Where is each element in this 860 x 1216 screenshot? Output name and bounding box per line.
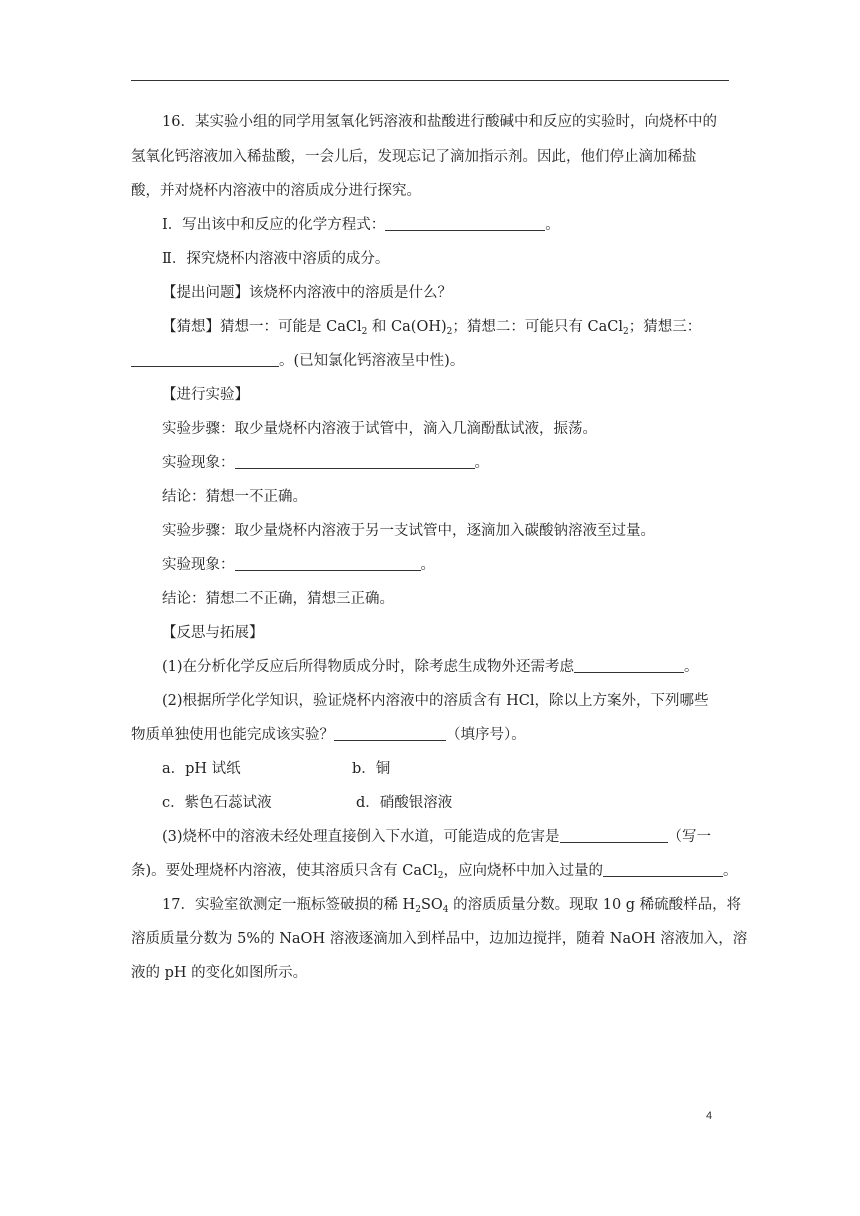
- option-d: d．硝酸银溶液: [356, 795, 453, 811]
- r3b-text: 条)。要处理烧杯内溶液，使其溶质只含有 CaCl: [131, 863, 438, 879]
- reflection-1: [162, 657, 699, 677]
- guess-text-d: ；猜想三：: [628, 319, 702, 335]
- r3-hazard-blank[interactable]: [560, 829, 668, 843]
- conclusion1: 结论：猜想一不正确。: [162, 489, 307, 505]
- r3-end: （写一: [667, 829, 712, 845]
- equation-blank[interactable]: [385, 217, 545, 231]
- option-c: c．紫色石蕊试液: [162, 795, 272, 811]
- page-number: 4: [706, 1110, 713, 1122]
- q16-guess-line-2: [131, 351, 464, 371]
- guess-text-a: 【猜想】猜想一：可能是 CaCl: [162, 319, 362, 335]
- experiment-heading: 【进行实验】: [162, 387, 249, 403]
- q16-intro-line-2: 氢氧化钙溶液加入稀盐酸，一会儿后，发现忘记了滴加指示剂。因此，他们停止滴加稀盐: [131, 149, 697, 165]
- reflection-heading: 【反思与拓展】: [162, 625, 264, 641]
- guess-text-b: 和 Ca(OH): [367, 319, 447, 335]
- r2-text: 物质单独使用也能完成该实验？: [131, 727, 334, 743]
- phenomenon2: [162, 555, 435, 575]
- phenomenon1-blank[interactable]: [235, 455, 475, 469]
- q17-line-2: 溶质质量分数为 5%的 NaOH 溶液逐滴加入到样品中，边加边搅拌，随着 NaOH 溶液加入，溶: [131, 931, 748, 947]
- q16-intro-line-3: 酸，并对烧杯内溶液中的溶质成分进行探究。: [131, 183, 421, 199]
- step1: 实验步骤：取少量烧杯内溶液于试管中，滴入几滴酚酞试液，振荡。: [162, 421, 597, 437]
- subscript: 4: [442, 905, 449, 915]
- phenomenon2-blank[interactable]: [235, 557, 421, 571]
- r3b-mid: ，应向烧杯中加入过量的: [443, 863, 603, 879]
- part1-text: Ⅰ．写出该中和反应的化学方程式：: [162, 217, 386, 233]
- period: 。: [474, 455, 489, 471]
- r1-blank[interactable]: [574, 659, 684, 673]
- phenomenon-label: 实验现象：: [162, 557, 235, 573]
- q16-part2: Ⅱ．探究烧杯内溶液中溶质的成分。: [162, 251, 390, 267]
- subscript: 2: [415, 905, 421, 915]
- q16-question: 【提出问题】该烧杯内溶液中的溶质是什么？: [162, 285, 452, 301]
- option-b: b．铜: [352, 761, 391, 777]
- subscript: 2: [622, 327, 629, 337]
- period: 。: [684, 659, 699, 675]
- reflection-2-line-1: (2)根据所学化学知识，验证烧杯内溶液中的溶质含有 HCl，除以上方案外，下列哪些: [162, 693, 709, 709]
- phenomenon1: [162, 453, 489, 473]
- q16-intro-line-1: 16．某实验小组的同学用氢氧化钙溶液和盐酸进行酸碱中和反应的实验时，向烧杯中的: [162, 114, 717, 130]
- step2: 实验步骤：取少量烧杯内溶液于另一支试管中，逐滴加入碳酸钠溶液至过量。: [162, 523, 655, 539]
- subscript: 2: [361, 327, 368, 337]
- period: 。: [420, 557, 435, 573]
- r3-text: (3)烧杯中的溶液未经处理直接倒入下水道，可能造成的危害是: [162, 829, 560, 845]
- subscript: 2: [437, 871, 444, 881]
- part1-end: 。: [545, 217, 560, 233]
- guess3-blank[interactable]: [131, 353, 279, 367]
- r2-blank[interactable]: [334, 727, 446, 741]
- header-rule: [131, 80, 729, 81]
- q17-so: SO: [420, 897, 443, 913]
- q16-part1: [162, 215, 560, 235]
- phenomenon-label: 实验现象：: [162, 455, 235, 471]
- r1-text: (1)在分析化学反应后所得物质成分时，除考虑生成物外还需考虑: [162, 659, 575, 675]
- q17-text-a: 17．实验室欲测定一瓶标签破损的稀 H: [162, 897, 416, 913]
- reflection-2-line-2: [131, 725, 526, 745]
- r2-end: （填序号）。: [446, 727, 526, 743]
- r3-reagent-blank[interactable]: [603, 863, 723, 877]
- guess-text-c: ；猜想二：可能只有 CaCl: [452, 319, 623, 335]
- guess-end: 。(已知氯化钙溶液呈中性)。: [279, 353, 465, 369]
- option-a: a．pH 试纸: [162, 761, 241, 777]
- conclusion2: 结论：猜想二不正确，猜想三正确。: [162, 591, 394, 607]
- reflection-3-line-1: [162, 827, 711, 847]
- q17-line-1: [162, 895, 741, 920]
- period: 。: [722, 863, 738, 879]
- q16-guess-line: [162, 317, 701, 342]
- subscript: 2: [446, 327, 453, 337]
- q17-text-b: 的溶质质量分数。现取 10 g 稀硫酸样品，将: [448, 897, 742, 913]
- reflection-3-line-2: [131, 861, 737, 886]
- q17-line-3: 液的 pH 的变化如图所示。: [131, 965, 308, 981]
